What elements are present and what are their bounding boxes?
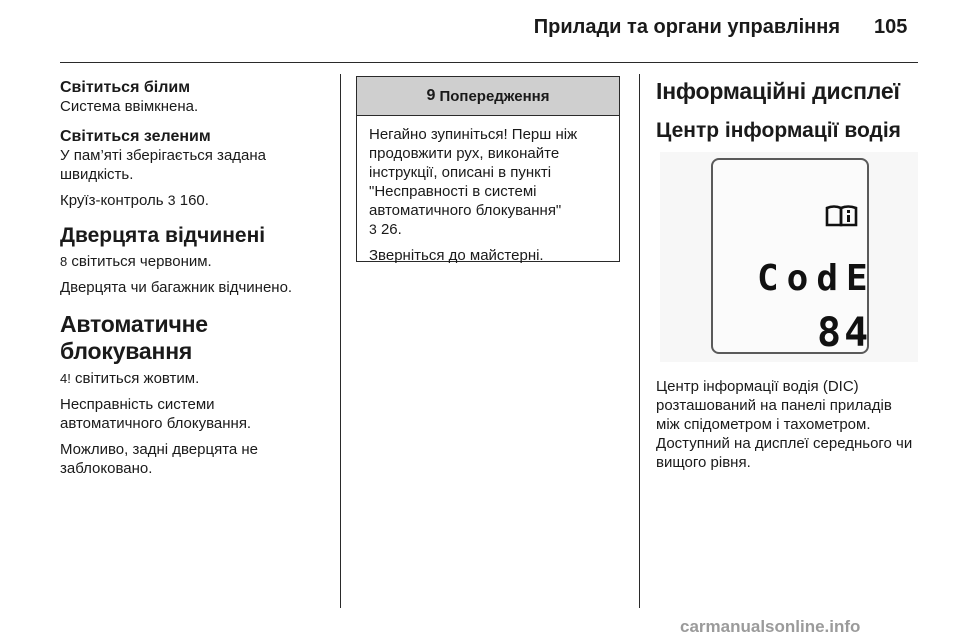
dic-display [711,158,876,356]
heading-dic: Центр інформації водія [656,119,901,142]
column-divider-right [639,74,640,608]
autolock-warning-icon: 4! [60,371,71,386]
info-book-icon [825,204,859,228]
section-autolock [60,311,332,478]
warning-text-1-content: Негайно зупиніться! Перш ніж продовжити рух, виконайте інструкції, описані в пункті "Несправності в системі автоматичного блокування" [369,126,578,219]
left-column [60,78,332,478]
ref-arrow-icon: 3 [167,192,176,208]
section-doors [60,223,332,297]
right-column [656,78,924,143]
column-divider-left [340,74,341,608]
heading-white: Світиться білим [60,79,191,96]
text-white: Система ввімкнена. [60,98,199,115]
heading-info-displays: Інформаційні дисплеї [656,78,900,104]
autolock-indicator [60,369,332,388]
warning-header [357,77,619,116]
ref-arrow-icon: 3 [369,221,377,237]
cruise-label: Круїз-контроль [60,192,164,209]
dic-illustration [660,152,918,362]
cruise-control-ref [60,191,332,210]
doors-indicator [60,252,332,271]
cruise-page-ref[interactable]: 160. [179,192,209,209]
heading-autolock: Автоматичне блокування [60,311,208,364]
doors-indicator-text: світиться червоним. [71,253,212,270]
text-green: У пам’яті зберігається задана швидкість. [60,147,267,183]
text-autolock-1: Несправність системи автоматичного блокування. [60,396,252,432]
autolock-indicator-text: світиться жовтим. [75,370,200,387]
dic-code-text: CodE [757,258,876,299]
text-doors: Дверцята чи багажник відчинено. [60,279,293,296]
warning-box [356,76,620,262]
section-white [60,78,332,116]
text-autolock-2: Можливо, задні дверцята не заблоковано. [60,441,259,477]
warning-triangle-icon: 9 [426,87,436,104]
page-number: 105 [874,16,908,38]
header-divider [60,62,918,63]
section-green [60,127,332,210]
warning-page-ref[interactable]: 26. [380,221,402,238]
heading-green: Світиться зеленим [60,128,211,145]
warning-text-1 [369,125,607,239]
header-title: Прилади та органи управління [533,16,840,38]
dic-code-number: 84 [817,310,872,356]
dic-caption: Центр інформації водія (DIC) розташований на панелі приладів між спідометром і тахометром. Доступний на дисплеї середнього чи вищого рівня. [656,378,913,471]
warning-title: Попередження [439,87,550,105]
watermark: carmanualsonline.info [680,617,861,636]
heading-doors: Дверцята відчинені [60,224,266,247]
warning-body [357,116,619,265]
warning-text-2: Зверніться до майстерні. [369,247,544,264]
door-open-icon: 8 [60,254,68,269]
